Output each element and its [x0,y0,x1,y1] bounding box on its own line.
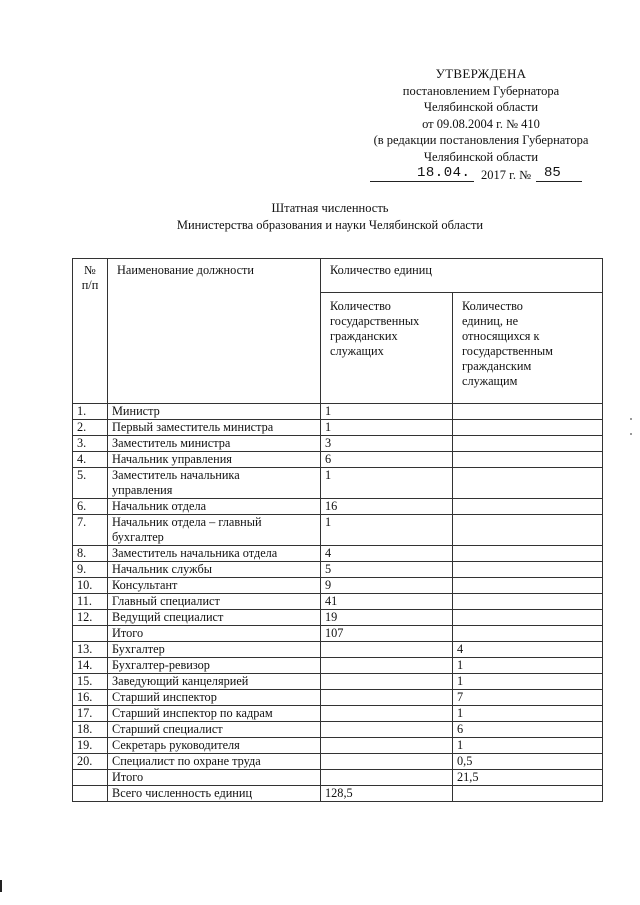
row-noncivil-count: 1 [453,706,603,722]
row-civil-count: 128,5 [321,786,453,802]
row-civil-count: 16 [321,499,453,515]
row-position-line: Итого [112,770,144,784]
row-position [108,722,321,738]
row-noncivil-count [453,578,603,594]
row-position-line: Главный специалист [112,594,220,608]
table-row [73,738,603,754]
approval-number: 85 [544,164,561,181]
row-position-line: Специалист по охране труда [112,754,261,768]
row-position-line: Бухгалтер [112,642,165,656]
row-civil-count: 19 [321,610,453,626]
row-number: 3. [73,436,108,452]
row-position [108,404,321,420]
table-row [73,610,603,626]
header-noncivil-line: Количество [462,299,523,313]
table-row [73,404,603,420]
table-row [73,722,603,738]
row-noncivil-count: 0,5 [453,754,603,770]
row-noncivil-count [453,452,603,468]
staff-table [72,258,603,802]
table-row [73,546,603,562]
table-row [73,436,603,452]
row-position-line: Итого [112,626,144,640]
row-position [108,754,321,770]
row-noncivil-count [453,436,603,452]
row-position-line: Консультант [112,578,178,592]
row-noncivil-count [453,546,603,562]
row-civil-count: 1 [321,468,453,499]
row-civil-count [321,770,453,786]
row-number: 2. [73,420,108,436]
row-noncivil-count [453,786,603,802]
row-position-line: Заместитель начальника [112,468,240,482]
row-number: 15. [73,674,108,690]
header-noncivil-line: гражданским [462,359,532,373]
row-civil-count: 107 [321,626,453,642]
header-number [73,259,108,404]
row-position-line: Начальник управления [112,452,232,466]
row-position [108,562,321,578]
row-position [108,706,321,722]
row-noncivil-count: 1 [453,658,603,674]
row-position-line: Первый заместитель министра [112,420,274,434]
title-line-2: Министерства образования и науки Челябинской области [176,218,484,232]
row-position-line: Начальник службы [112,562,212,576]
approval-line: (в редакции постановления Губернатора [373,133,589,148]
table-row [73,674,603,690]
row-number: 19. [73,738,108,754]
row-position [108,594,321,610]
table-row [73,658,603,674]
table-row [73,420,603,436]
row-position [108,468,321,499]
table-row [73,642,603,658]
row-number: 20. [73,754,108,770]
row-position [108,610,321,626]
row-position-line: управления [112,483,173,497]
row-civil-count: 9 [321,578,453,594]
row-number [73,786,108,802]
row-number: 13. [73,642,108,658]
row-civil-count: 1 [321,515,453,546]
row-number: 11. [73,594,108,610]
row-number: 17. [73,706,108,722]
title-line-1: Штатная численность [271,201,389,215]
row-noncivil-count: 4 [453,642,603,658]
row-civil-count [321,722,453,738]
table-row [73,690,603,706]
table-row [73,578,603,594]
row-position [108,642,321,658]
row-number: 1. [73,404,108,420]
header-position: Наименование должности [108,259,321,404]
approval-line: от 09.08.2004 г. № 410 [422,116,540,131]
row-position [108,738,321,754]
row-civil-count [321,690,453,706]
table-row [73,626,603,642]
row-position [108,499,321,515]
row-position [108,690,321,706]
table-row [73,499,603,515]
row-position-line: Министр [112,404,160,418]
header-civil-servants [321,293,453,404]
row-position-line: Заведующий канцелярией [112,674,249,688]
row-number: 8. [73,546,108,562]
row-position-line: Старший инспектор [112,690,217,704]
row-number: 14. [73,658,108,674]
row-position-line: Бухгалтер-ревизор [112,658,210,672]
table-row [73,706,603,722]
row-number: 16. [73,690,108,706]
header-noncivil-line: служащим [462,374,518,388]
row-civil-count [321,642,453,658]
row-position-line: Ведущий специалист [112,610,224,624]
row-number: 18. [73,722,108,738]
row-civil-count: 3 [321,436,453,452]
header-civil-line: государственных [330,314,420,328]
approval-line: постановлением Губернатора [402,83,560,98]
row-number: 5. [73,468,108,499]
header-noncivil-line: государственным [462,344,553,358]
row-position-line: Заместитель начальника отдела [112,546,278,560]
row-civil-count [321,658,453,674]
table-row [73,515,603,546]
row-position [108,436,321,452]
row-position-line: Старший специалист [112,722,223,736]
row-civil-count: 4 [321,546,453,562]
row-number: 6. [73,499,108,515]
row-civil-count: 1 [321,420,453,436]
row-civil-count [321,674,453,690]
row-position [108,515,321,546]
row-civil-count: 5 [321,562,453,578]
header-civil-line: гражданских [330,329,398,343]
row-civil-count: 1 [321,404,453,420]
row-number: 4. [73,452,108,468]
row-noncivil-count [453,404,603,420]
table-row [73,562,603,578]
row-civil-count: 6 [321,452,453,468]
approval-line: Челябинской области [423,100,539,115]
approval-heading: УТВЕРЖДЕНА [435,66,527,81]
row-noncivil-count [453,594,603,610]
row-noncivil-count: 21,5 [453,770,603,786]
row-position [108,452,321,468]
row-position-line: бухгалтер [112,530,164,544]
row-position-line: Начальник отдела [112,499,207,513]
row-noncivil-count [453,610,603,626]
row-noncivil-count [453,562,603,578]
margin-mark [630,418,632,420]
row-noncivil-count: 1 [453,738,603,754]
row-position [108,786,321,802]
header-number-line: п/п [81,278,99,292]
margin-mark [630,433,632,435]
scan-edge-mark [0,880,2,892]
table-row [73,452,603,468]
header-row [73,259,603,293]
header-number-line: № [84,263,96,277]
row-civil-count [321,754,453,770]
row-noncivil-count [453,515,603,546]
row-position-line: Всего численность единиц [112,786,253,800]
header-noncivil-line: относящихся к [462,329,540,343]
row-position-line: Секретарь руководителя [112,738,240,752]
row-position [108,626,321,642]
approval-date-line [356,164,606,185]
header-civil-line: служащих [330,344,384,358]
table-row [73,770,603,786]
approval-year: 2017 г. № [481,167,532,182]
row-position-line: Заместитель министра [112,436,231,450]
approval-line: Челябинской области [423,149,539,164]
row-position [108,770,321,786]
row-civil-count: 41 [321,594,453,610]
row-noncivil-count [453,626,603,642]
row-noncivil-count [453,420,603,436]
table-row [73,594,603,610]
header-quantity: Количество единиц [321,259,603,293]
document-title [100,200,560,234]
row-number [73,626,108,642]
table-row [73,468,603,499]
row-position-line: Начальник отдела – главный [112,515,262,529]
header-civil-line: Количество [330,299,391,313]
row-number: 10. [73,578,108,594]
row-position [108,658,321,674]
header-noncivil-line: единиц, не [462,314,519,328]
table-row [73,786,603,802]
row-civil-count [321,706,453,722]
row-position [108,420,321,436]
row-position [108,546,321,562]
row-position-line: Старший инспектор по кадрам [112,706,273,720]
approval-block [356,66,606,185]
row-position [108,674,321,690]
row-noncivil-count [453,468,603,499]
row-number: 7. [73,515,108,546]
row-number: 9. [73,562,108,578]
row-civil-count [321,738,453,754]
table-row [73,754,603,770]
row-number [73,770,108,786]
row-noncivil-count: 7 [453,690,603,706]
row-noncivil-count [453,499,603,515]
header-non-civil [453,293,603,404]
row-position [108,578,321,594]
row-number: 12. [73,610,108,626]
approval-date: 18.04. [417,164,471,181]
row-noncivil-count: 6 [453,722,603,738]
row-noncivil-count: 1 [453,674,603,690]
